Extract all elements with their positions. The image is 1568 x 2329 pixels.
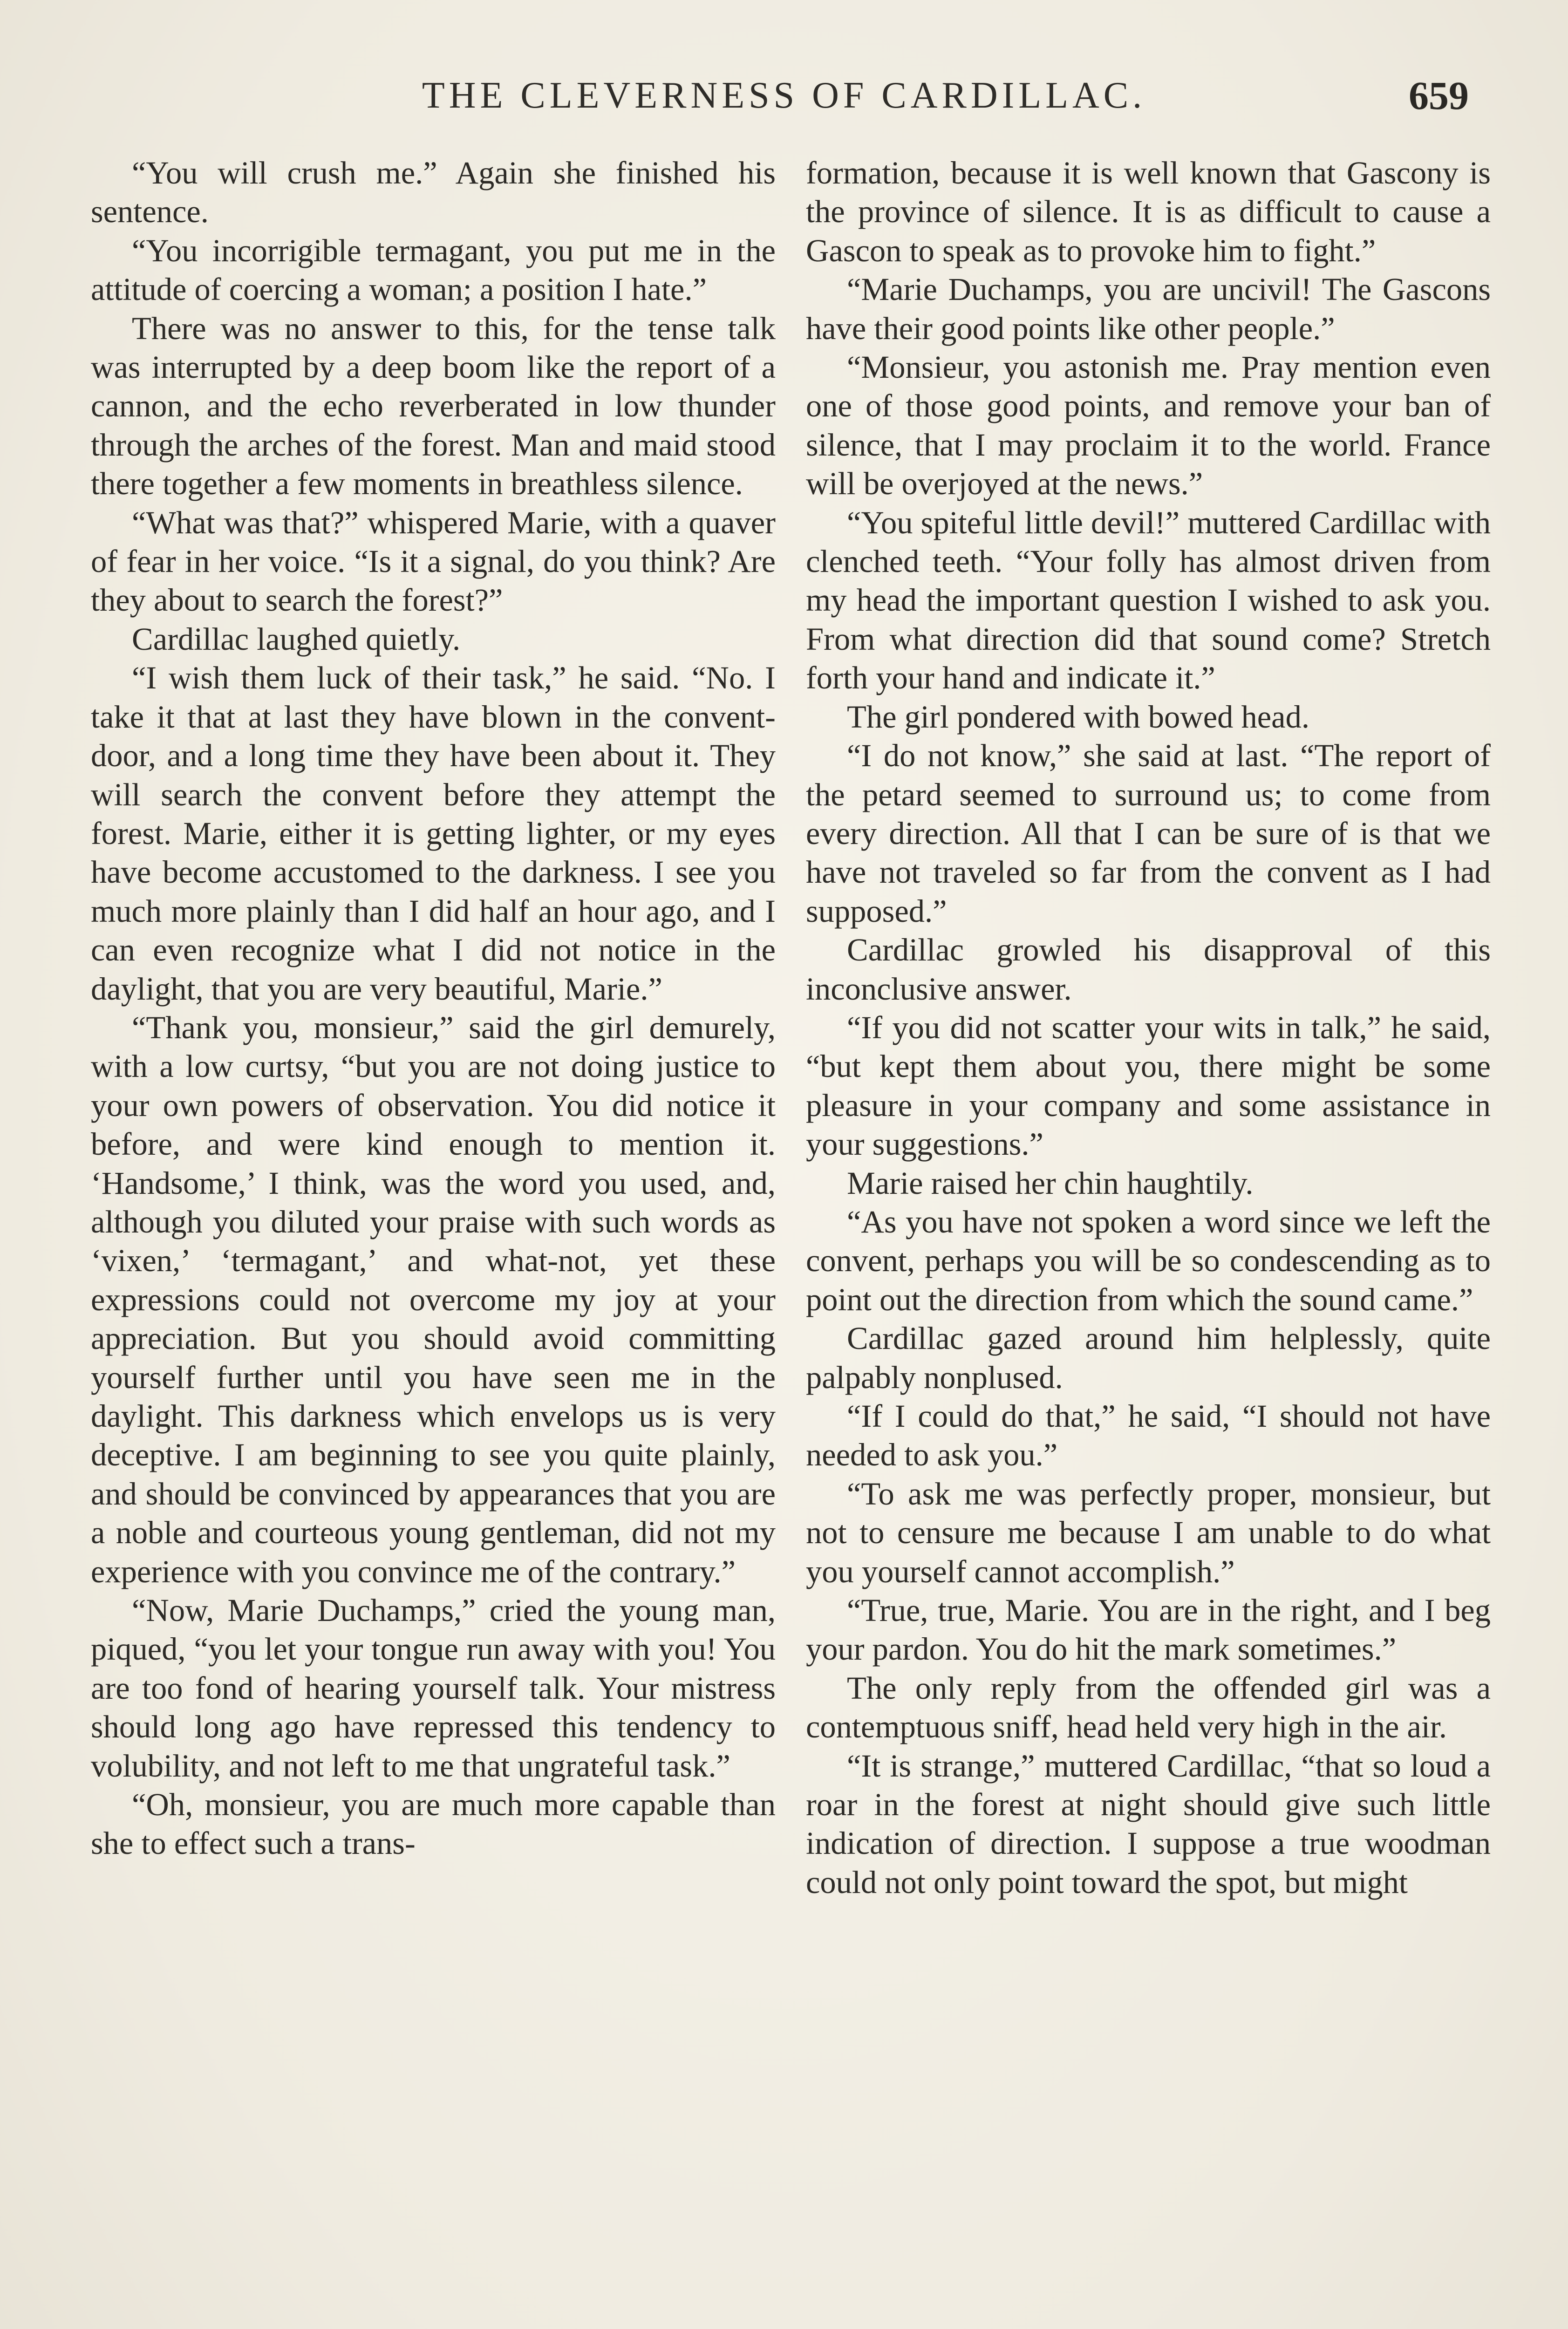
paragraph: “To ask me was perfectly proper, monsieur, but not to censure me because I am unable to do what you yourself cannot accomplish.” — [806, 1476, 1491, 1589]
paragraph: “I do not know,” she said at last. “The report of the petard seemed to surround us; to come from every direction. All that I can be sure of is that we have not traveled so far from the convent as I had supposed.” — [806, 738, 1491, 929]
paragraph: “You spiteful little devil!” muttered Cardillac with clenched teeth. “Your folly has almost driven from my head the important question I wished to ask you. From what direction did that sound come? Stretch forth your hand and indicate it.” — [806, 504, 1491, 696]
paragraph: “I wish them luck of their task,” he said. “No. I take it that at last they have blown in the convent-door, and a long time they have been about it. They will search the convent before they attempt the forest. Marie, either it is getting lighter, or my eyes have become accustomed to the darkness. I see you much more plainly than I did half an hour ago, and I can even recognize what I did not notice in the daylight, that you are very beautiful, Marie.” — [91, 660, 776, 1007]
left-text-column — [91, 154, 776, 2329]
paragraph: There was no answer to this, for the tense talk was interrupted by a deep boom like the report of a cannon, and the echo reverberated in low thunder through the arches of the forest. Man and maid stood there together a few moments in breathless silence. — [91, 310, 776, 502]
paragraph: “As you have not spoken a word since we left the convent, perhaps you will be so condescending as to point out the direction from which the sound came.” — [806, 1204, 1491, 1317]
paragraph: Cardillac laughed quietly. — [132, 621, 461, 657]
paragraph: Cardillac gazed around him helplessly, quite palpably nonplused. — [806, 1321, 1491, 1395]
paragraph-continued: formation, because it is well known that Gascony is the province of silence. It is as difficult to cause a Gascon to speak as to provoke him to fight.” — [806, 155, 1491, 268]
page-number: 659 — [1409, 73, 1469, 118]
running-title: THE CLEVERNESS OF CARDILLAC. — [422, 75, 1146, 116]
right-text-column — [806, 154, 1491, 2329]
paragraph: “Now, Marie Duchamps,” cried the young man, piqued, “you let your tongue run away with you! You are too fond of hearing yourself talk. Your mistress should long ago have repressed this tendency to volubility, and not left to me that ungrateful task.” — [91, 1593, 776, 1784]
page-header — [91, 70, 1477, 121]
paragraph: “If I could do that,” he said, “I should not have needed to ask you.” — [806, 1398, 1491, 1473]
paragraph: “It is strange,” muttered Cardillac, “that so loud a roar in the forest at night should give such little indication of direction. I suppose a true woodman could not only point toward the spot, but might — [806, 1748, 1491, 1900]
paragraph: “Marie Duchamps, you are uncivil! The Gascons have their good points like other people.” — [806, 272, 1491, 346]
paragraph: The girl pondered with bowed head. — [847, 699, 1309, 735]
paragraph: Cardillac growled his disapproval of this inconclusive answer. — [806, 932, 1491, 1007]
paragraph: Marie raised her chin haughtily. — [847, 1165, 1254, 1201]
paragraph: “You will crush me.” Again she finished his sentence. — [91, 155, 776, 230]
paragraph: “What was that?” whispered Marie, with a quaver of fear in her voice. “Is it a signal, do you think? Are they about to search the forest?” — [91, 504, 776, 618]
paragraph: “Oh, monsieur, you are much more capable than she to effect such a trans- — [91, 1787, 776, 1861]
paragraph: “Monsieur, you astonish me. Pray mention even one of those good points, and remove your ban of silence, that I may proclaim it to the world. France will be overjoyed at the news.” — [806, 349, 1491, 502]
paragraph: “If you did not scatter your wits in talk,” he said, “but kept them about you, there might be some pleasure in your company and some assistance in your suggestions.” — [806, 1009, 1491, 1162]
paragraph: “Thank you, monsieur,” said the girl demurely, with a low curtsy, “but you are not doing justice to your own powers of observation. You did notice it before, and were kind enough to mention it. ‘Handsome,’ I think, was the word you used, and, although you diluted your praise with such words as ‘vixen,’ ‘termagant,’ and what-not, yet these expressions could not overcome my joy at your appreciation. But you should avoid committing yourself further until you have seen me in the daylight. This darkness which envelops us is very deceptive. I am beginning to see you quite plainly, and should be convinced by appearances that you are a noble and courteous young gentleman, did not my experience with you convince me of the contrary.” — [91, 1009, 776, 1589]
paragraph: “True, true, Marie. You are in the right, and I beg your pardon. You do hit the mark sometimes.” — [806, 1593, 1491, 1667]
paragraph: The only reply from the offended girl was a contemptuous sniff, head held very high in the air. — [806, 1670, 1491, 1745]
paragraph: “You incorrigible termagant, you put me in the attitude of coercing a woman; a position I hate.” — [91, 232, 776, 307]
